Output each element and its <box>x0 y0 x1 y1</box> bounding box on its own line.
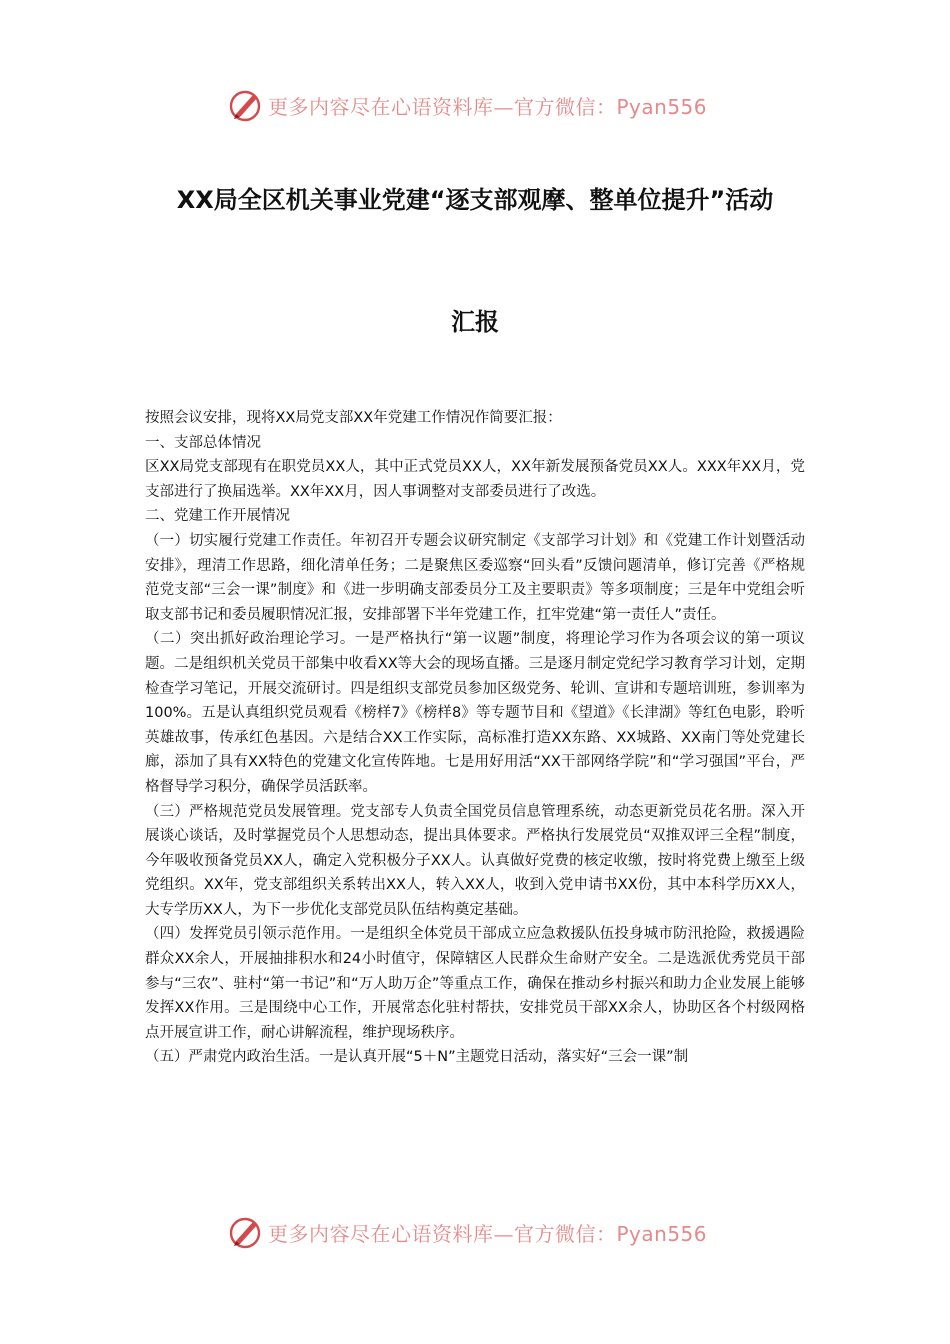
header-watermark <box>228 85 728 125</box>
watermark-handle: Pyan556 <box>616 94 708 119</box>
body-paragraph: （五）严肃党内政治生活。一是认真开展“5＋N”主题党日活动，落实好“三会一课”制 <box>145 1049 689 1066</box>
footer-watermark <box>228 1212 728 1252</box>
body-paragraph: （三）严格规范党员发展管理。党支部专人负责全国党员信息管理系统，动态更新党员花名册。深入开展谈心谈话，及时掌握党员个人思想动态，提出具体要求。严格执行发展党员“双推双评三全程”制度，今年吸收预备党员XX人，确定入党积极分子XX人。认真做好党费的核定收缴，按时将党费上缴至上级党组织。XX年，党支部组织关系转出XX人，转入XX人，收到入党申请书XX份，其中本科学历XX人，大专学历XX人，为下一步优化支部党员队伍结构奠定基础。 <box>145 803 805 918</box>
document-title-line-2: 汇报 <box>451 308 499 336</box>
pen-circle-icon <box>228 1214 264 1250</box>
section-heading-1: 一、支部总体情况 <box>145 434 261 451</box>
watermark-text: 更多内容尽在心语资料库—官方微信：Pyan556 <box>268 94 708 119</box>
intro-paragraph: 按照会议安排，现将XX局党支部XX年党建工作情况作简要汇报： <box>145 410 562 426</box>
watermark-handle: Pyan556 <box>616 1221 708 1246</box>
body-paragraph: （二）突出抓好政治理论学习。一是严格执行“第一议题”制度，将理论学习作为各项会议的第一项议题。二是组织机关党员干部集中收看XX等大会的现场直播。三是逐月制定党纪学习教育学习计划，定期检查学习笔记，开展交流研讨。四是组织支部党员参加区级党务、轮训、宣讲和专题培训班，参训率为100%。五是认真组织党员观看《榜样7》《榜样8》等专题节目和《望道》《长津湖》等红色电影，聆听英雄故事，传承红色基因。六是结合XX工作实际，高标准打造XX东路、XX城路、XX南门等处党建长廊，添加了具有XX特色的党建文化宣传阵地。七是用好用活“XX干部网络学院”和“学习强国”平台，严格督导学习积分，确保学员活跃率。 <box>145 631 805 795</box>
document-title-line-1: XX局全区机关事业党建“逐支部观摩、整单位提升”活动 <box>176 186 774 214</box>
body-paragraph: （四）发挥党员引领示范作用。一是组织全体党员干部成立应急救援队伍投身城市防汛抢险，救援遇险群众XX余人，开展抽排积水和24小时值守，保障辖区人民群众生命财产安全。二是选派优秀党员干部参与“三农”、驻村“第一书记”和“万人助万企”等重点工作，确保在推动乡村振兴和助力企业发展上能够发挥XX作用。三是围绕中心工作，开展常态化驻村帮扶，安排党员干部XX余人，协助区各个村级网格点开展宣讲工作，耐心讲解流程，维护现场秩序。 <box>145 926 805 1041</box>
section-heading-2: 二、党建工作开展情况 <box>145 508 290 525</box>
document-body <box>145 406 805 1070</box>
body-paragraph: （一）切实履行党建工作责任。年初召开专题会议研究制定《支部学习计划》和《党建工作计划暨活动安排》，理清工作思路，细化清单任务；二是聚焦区委巡察“回头看”反馈问题清单，修订完善《严格规范党支部“三会一课”制度》和《进一步明确支部委员分工及主要职责》等多项制度；三是年中党组会听取支部书记和委员履职情况汇报，安排部署下半年党建工作，扛牢党建“第一责任人”责任。 <box>145 532 805 623</box>
pen-circle-icon <box>228 87 264 123</box>
body-paragraph: 区XX局党支部现有在职党员XX人，其中正式党员XX人，XX年新发展预备党员XX人。XXX年XX月，党支部进行了换届选举。XX年XX月，因人事调整对支部委员进行了改选。 <box>145 459 805 500</box>
watermark-text: 更多内容尽在心语资料库—官方微信：Pyan556 <box>268 1221 708 1246</box>
